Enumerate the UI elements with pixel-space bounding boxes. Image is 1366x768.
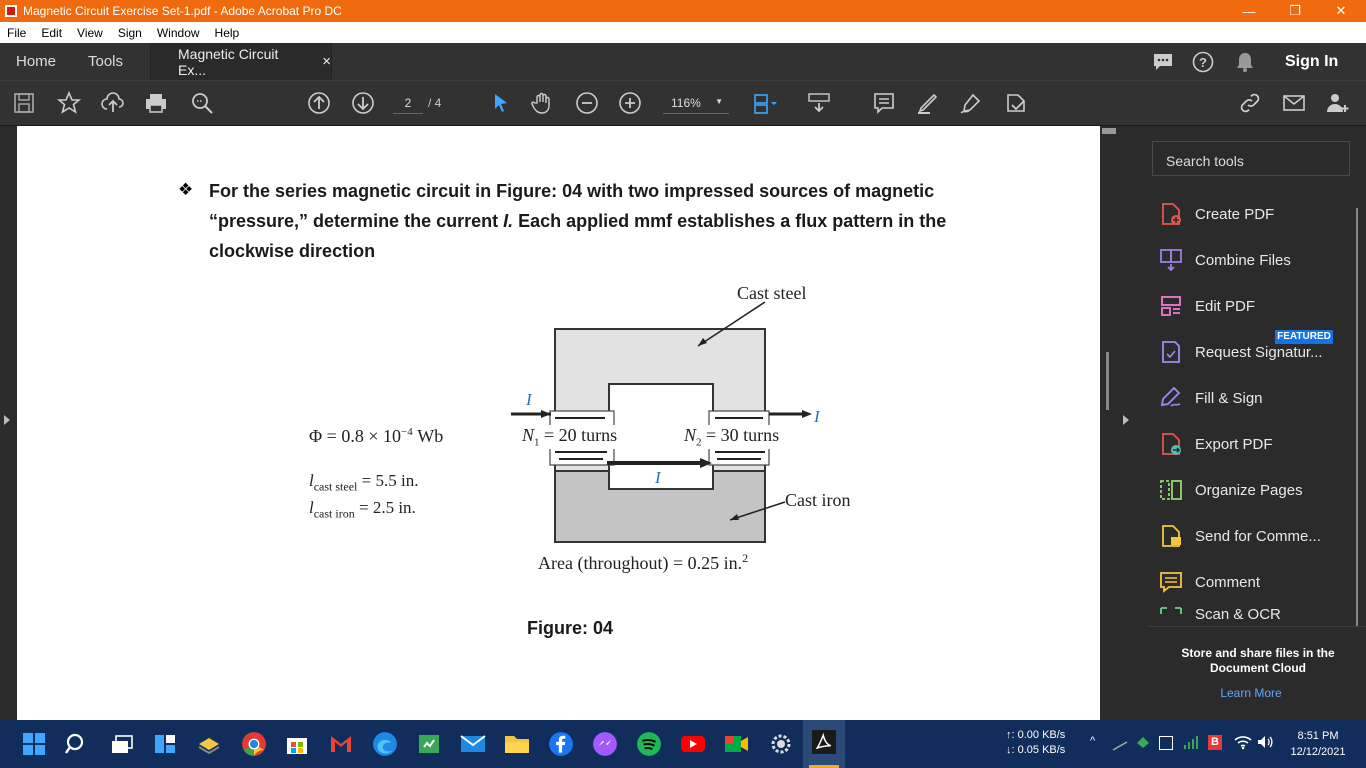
menu-view[interactable]: View: [77, 25, 103, 40]
tab-home[interactable]: Home: [16, 53, 57, 70]
tab-close-icon[interactable]: ×: [322, 53, 331, 70]
pdf-page: [17, 126, 1100, 720]
tool-scan-ocr[interactable]: [1158, 606, 1348, 626]
n1-subscript: 1: [534, 436, 540, 449]
area-exponent: 2: [742, 551, 749, 565]
question-line-2b: Each applied mmf establishes a flux pattern in the: [513, 211, 947, 231]
tool-create-pdf[interactable]: [1158, 199, 1348, 229]
youtube-icon[interactable]: [679, 730, 707, 758]
window-titlebar: [0, 0, 1366, 22]
flux-value: [309, 426, 443, 447]
page-total: / 4: [428, 96, 442, 110]
window-title: Magnetic Circuit Exercise Set-1.pdf - Adobe Acrobat Pro DC: [23, 4, 342, 18]
close-button[interactable]: ✕: [1335, 3, 1347, 18]
windows-taskbar: [0, 720, 1366, 768]
net-upload: ↑: 0.00 KB/s: [1006, 729, 1066, 741]
tool-combine-files[interactable]: [1158, 245, 1348, 275]
n2-label: [682, 425, 781, 449]
tray-app-icon[interactable]: [1159, 736, 1173, 750]
current-label-right: I: [814, 407, 820, 426]
menu-help[interactable]: Help: [214, 25, 240, 40]
request-signature-icon: [1158, 339, 1184, 365]
cast-steel-label: Cast steel: [737, 283, 807, 303]
area-label: [538, 551, 748, 574]
tab-bar: [0, 43, 1366, 80]
l-symbol-iron: l: [309, 498, 314, 518]
zoom-in-icon[interactable]: [618, 91, 642, 115]
tray-expand-icon[interactable]: ^: [1090, 735, 1096, 747]
send-for-comments-icon: [1158, 523, 1184, 549]
tool-organize-pages[interactable]: [1158, 475, 1348, 505]
app-stack-icon[interactable]: [195, 730, 223, 758]
tool-label: Edit PDF: [1195, 297, 1256, 315]
comment-tool-icon: [1158, 569, 1184, 595]
question-line-1: For the series magnetic circuit in Figure: 04 with two impressed sources of magnetic: [209, 181, 935, 201]
export-pdf-icon: [1158, 431, 1184, 457]
menu-window[interactable]: Window: [156, 25, 200, 40]
tray-pen-icon[interactable]: [1112, 738, 1128, 748]
task-view-icon[interactable]: [108, 730, 136, 758]
scrollbar-thumb[interactable]: [1102, 128, 1116, 134]
facebook-icon[interactable]: [547, 730, 575, 758]
length-steel: [309, 470, 418, 497]
store-icon[interactable]: [283, 730, 311, 758]
cloud-promo-text: Store and share files in the Document Cloud: [1181, 646, 1335, 675]
area-value: Area (throughout) = 0.25 in.: [538, 553, 743, 573]
zoom-out-icon[interactable]: [575, 91, 599, 115]
add-user-icon[interactable]: [1326, 91, 1350, 115]
menu-sign[interactable]: Sign: [117, 25, 142, 40]
l-iron-value: = 2.5 in.: [358, 498, 416, 518]
phi-exponent: −4: [400, 426, 413, 438]
upload-cloud-icon[interactable]: [101, 91, 125, 115]
menu-file[interactable]: File: [7, 25, 27, 40]
stamp-icon[interactable]: [1004, 91, 1028, 115]
question-bullet: ❖: [178, 180, 194, 199]
l-iron-subscript: cast iron: [313, 506, 355, 521]
tool-label: Combine Files: [1195, 251, 1291, 269]
tool-label: Export PDF: [1195, 435, 1273, 453]
zoom-level-value: 116%: [671, 96, 701, 110]
scan-ocr-icon: [1158, 606, 1184, 626]
page-fit-icon[interactable]: [753, 91, 777, 115]
phi-unit: Wb: [412, 426, 444, 446]
email-icon[interactable]: [1282, 91, 1306, 115]
tool-label: Scan & OCR: [1195, 606, 1281, 623]
acrobat-app-icon: [5, 5, 17, 17]
zoom-level-select[interactable]: [663, 92, 729, 114]
tool-label: Send for Comme...: [1195, 527, 1321, 545]
file-explorer-icon[interactable]: [503, 730, 531, 758]
edge-icon[interactable]: [371, 730, 399, 758]
next-page-icon[interactable]: [351, 91, 375, 115]
restore-button[interactable]: ❐: [1289, 3, 1301, 18]
system-clock[interactable]: [1280, 728, 1356, 760]
messenger-icon[interactable]: [591, 730, 619, 758]
menu-edit[interactable]: Edit: [41, 25, 63, 40]
meet-icon[interactable]: [723, 730, 751, 758]
sign-in-link[interactable]: Sign In: [1285, 52, 1339, 70]
clock-time: 8:51 PM: [1297, 730, 1339, 742]
acrobat-icon: [812, 730, 836, 754]
l-steel-value: = 5.5 in.: [361, 471, 419, 490]
left-panel-expand-icon[interactable]: [4, 415, 10, 425]
chevron-down-icon: ▼: [715, 97, 723, 106]
volume-icon[interactable]: [1256, 734, 1274, 755]
windows-start-icon[interactable]: [20, 730, 48, 758]
tools-scrollbar[interactable]: [1356, 208, 1358, 628]
tool-label: Request Signatur...: [1195, 343, 1323, 361]
cast-iron-label: Cast iron: [785, 490, 851, 510]
pane-splitter[interactable]: [1106, 352, 1109, 410]
wifi-icon[interactable]: [1234, 734, 1252, 755]
tool-send-for-comments[interactable]: [1158, 521, 1348, 551]
tool-comment[interactable]: [1158, 567, 1348, 597]
keyboard-read-icon[interactable]: [807, 91, 831, 115]
print-icon[interactable]: [144, 91, 168, 115]
tool-edit-pdf[interactable]: [1158, 291, 1348, 321]
current-label-left: I: [526, 390, 532, 409]
create-pdf-icon: [1158, 201, 1184, 227]
hand-tool-icon[interactable]: [531, 91, 555, 115]
clock-date: 12/12/2021: [1290, 746, 1346, 758]
phi-value: = 0.8 × 10: [326, 426, 401, 446]
mail-icon[interactable]: [459, 730, 487, 758]
right-panel-collapse-icon[interactable]: [1123, 415, 1129, 425]
minimize-button[interactable]: —: [1242, 3, 1256, 19]
n2-symbol: N: [684, 425, 697, 445]
l-symbol-steel: l: [309, 471, 314, 490]
length-iron: [309, 497, 418, 524]
tool-request-signature[interactable]: [1158, 337, 1348, 367]
spotify-icon[interactable]: [635, 730, 663, 758]
tab-document[interactable]: [150, 43, 332, 80]
tool-fill-sign[interactable]: [1158, 383, 1348, 413]
n2-subscript: 2: [696, 436, 702, 449]
net-download: ↓: 0.05 KB/s: [1006, 744, 1066, 756]
save-icon[interactable]: [12, 91, 36, 115]
tool-label: Create PDF: [1195, 205, 1275, 223]
n2-value: = 30 turns: [706, 425, 780, 445]
n1-label: [520, 425, 619, 449]
tab-tools[interactable]: Tools: [88, 53, 124, 70]
chat-icon[interactable]: [1152, 43, 1174, 80]
notifications-bell-icon[interactable]: [1235, 43, 1255, 80]
menu-bar: [0, 22, 1366, 43]
share-link-icon[interactable]: [1238, 91, 1262, 115]
search-icon[interactable]: [62, 730, 90, 758]
previous-page-icon[interactable]: [307, 91, 331, 115]
select-cursor-icon[interactable]: [488, 91, 512, 115]
featured-badge: FEATURED: [1275, 330, 1333, 344]
green-app-icon[interactable]: [415, 730, 443, 758]
bookmark-star-icon[interactable]: [57, 91, 81, 115]
tool-label: Fill & Sign: [1195, 389, 1263, 407]
organize-pages-icon: [1158, 477, 1184, 503]
n1-value: = 20 turns: [544, 425, 618, 445]
combine-files-icon: [1158, 247, 1184, 273]
find-zoom-icon[interactable]: [190, 91, 214, 115]
svg-text:?: ?: [1199, 54, 1207, 70]
tool-label: Organize Pages: [1195, 481, 1303, 499]
figure-caption: Figure: 04: [527, 618, 614, 638]
comment-icon[interactable]: [872, 91, 896, 115]
question-line-3: clockwise direction: [209, 241, 376, 261]
tool-label: Comment: [1195, 573, 1261, 591]
chrome-icon[interactable]: [240, 730, 268, 758]
page-number-input[interactable]: 2: [393, 92, 423, 114]
help-icon[interactable]: [1192, 43, 1214, 80]
search-tools-input[interactable]: Search tools: [1152, 141, 1350, 176]
vertical-scrollbar[interactable]: [1100, 126, 1118, 720]
edit-pdf-icon: [1158, 293, 1184, 319]
question-line-2a: “pressure,” determine the current: [209, 211, 504, 231]
widgets-icon[interactable]: [151, 730, 179, 758]
length-values: [309, 470, 418, 525]
fill-sign-icon: [1158, 385, 1184, 411]
n1-symbol: N: [522, 425, 535, 445]
gmail-icon[interactable]: [327, 730, 355, 758]
signal-bars-icon[interactable]: [1183, 734, 1199, 755]
network-speed: [1006, 728, 1065, 758]
acrobat-taskbar-button[interactable]: [803, 720, 845, 768]
document-cloud-promo: [1148, 626, 1366, 720]
l-steel-subscript: cast steel: [313, 479, 358, 494]
main-toolbar: [0, 80, 1366, 126]
tab-document-label: Magnetic Circuit Ex...: [178, 45, 279, 78]
tool-export-pdf[interactable]: [1158, 429, 1348, 459]
tray-cloud-icon[interactable]: [1135, 735, 1151, 754]
highlight-pen-icon[interactable]: [916, 91, 940, 115]
learn-more-link[interactable]: Learn More: [1220, 686, 1282, 700]
settings-gear-icon[interactable]: [767, 730, 795, 758]
sign-pen-icon[interactable]: [959, 91, 983, 115]
tray-b-icon[interactable]: B: [1208, 735, 1222, 750]
current-label-flux: I: [655, 468, 661, 487]
phi-symbol: Φ: [309, 426, 323, 446]
question-current-symbol: I.: [503, 211, 514, 231]
